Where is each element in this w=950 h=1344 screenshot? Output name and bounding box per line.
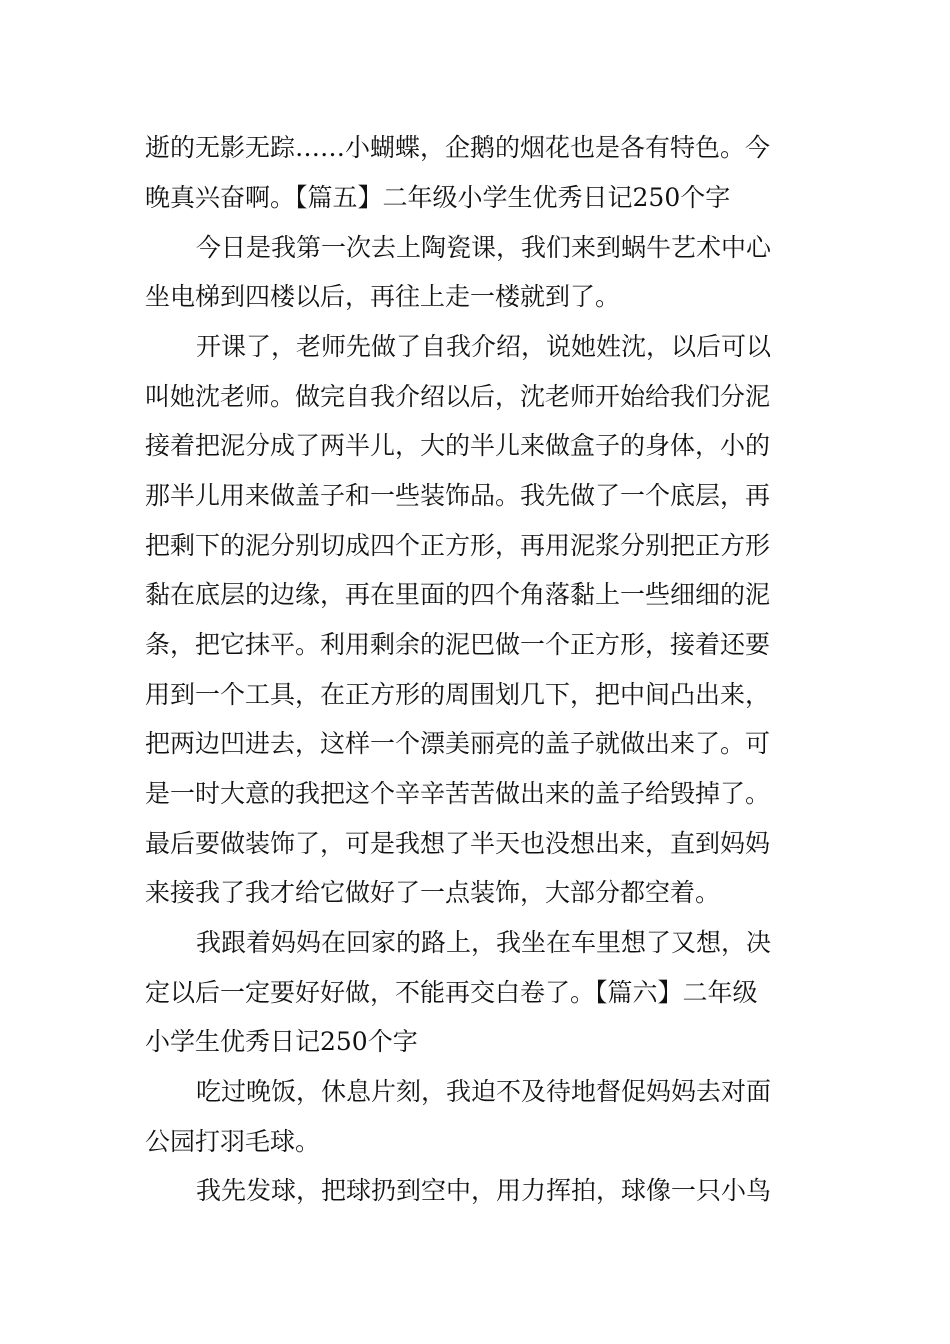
text-line: 用到一个工具，在正方形的周围划几下，把中间凸出来， bbox=[145, 680, 771, 709]
text-line: 接着把泥分成了两半儿，大的半儿来做盒子的身体，小的 bbox=[145, 431, 771, 460]
text-line: 叫她沈老师。做完自我介绍以后，沈老师开始给我们分泥 bbox=[145, 382, 771, 411]
text-line: 把两边凹进去，这样一个漂美丽亮的盖子就做出来了。可 bbox=[145, 729, 771, 758]
text-line: 公园打羽毛球。 bbox=[145, 1127, 321, 1156]
text-line: 最后要做装饰了，可是我想了半天也没想出来，直到妈妈 bbox=[145, 829, 771, 858]
paragraph-first-line: 开课了，老师先做了自我介绍，说她姓沈，以后可以 bbox=[196, 332, 772, 361]
text-line: 小学生优秀日记250个字 bbox=[145, 1027, 418, 1056]
text-line: 那半儿用来做盖子和一些装饰品。我先做了一个底层，再 bbox=[145, 481, 771, 510]
text-line: 来接我了我才给它做好了一点装饰，大部分都空着。 bbox=[145, 878, 721, 907]
text-line: 条，把它抹平。利用剩余的泥巴做一个正方形，接着还要 bbox=[145, 630, 771, 659]
paragraph-first-line: 我先发球，把球扔到空中，用力挥拍，球像一只小鸟 bbox=[196, 1176, 772, 1205]
text-line: 坐电梯到四楼以后，再往上走一楼就到了。 bbox=[145, 282, 621, 311]
paragraph-first-line: 我跟着妈妈在回家的路上，我坐在车里想了又想，决 bbox=[196, 928, 772, 957]
text-line: 定以后一定要好好做，不能再交白卷了。【篇六】二年级 bbox=[145, 978, 758, 1007]
text-line: 把剩下的泥分别切成四个正方形，再用泥浆分别把正方形 bbox=[145, 531, 771, 560]
text-line: 是一时大意的我把这个辛辛苦苦做出来的盖子给毁掉了。 bbox=[145, 779, 771, 808]
text-line: 逝的无影无踪……小蝴蝶，企鹅的烟花也是各有特色。今 bbox=[145, 133, 771, 162]
paragraph-first-line: 今日是我第一次去上陶瓷课，我们来到蜗牛艺术中心 bbox=[196, 233, 772, 262]
text-line: 黏在底层的边缘，再在里面的四个角落黏上一些细细的泥 bbox=[145, 580, 771, 609]
paragraph-first-line: 吃过晚饭，休息片刻，我迫不及待地督促妈妈去对面 bbox=[196, 1077, 772, 1106]
text-line: 晚真兴奋啊。【篇五】二年级小学生优秀日记250个字 bbox=[145, 183, 731, 212]
